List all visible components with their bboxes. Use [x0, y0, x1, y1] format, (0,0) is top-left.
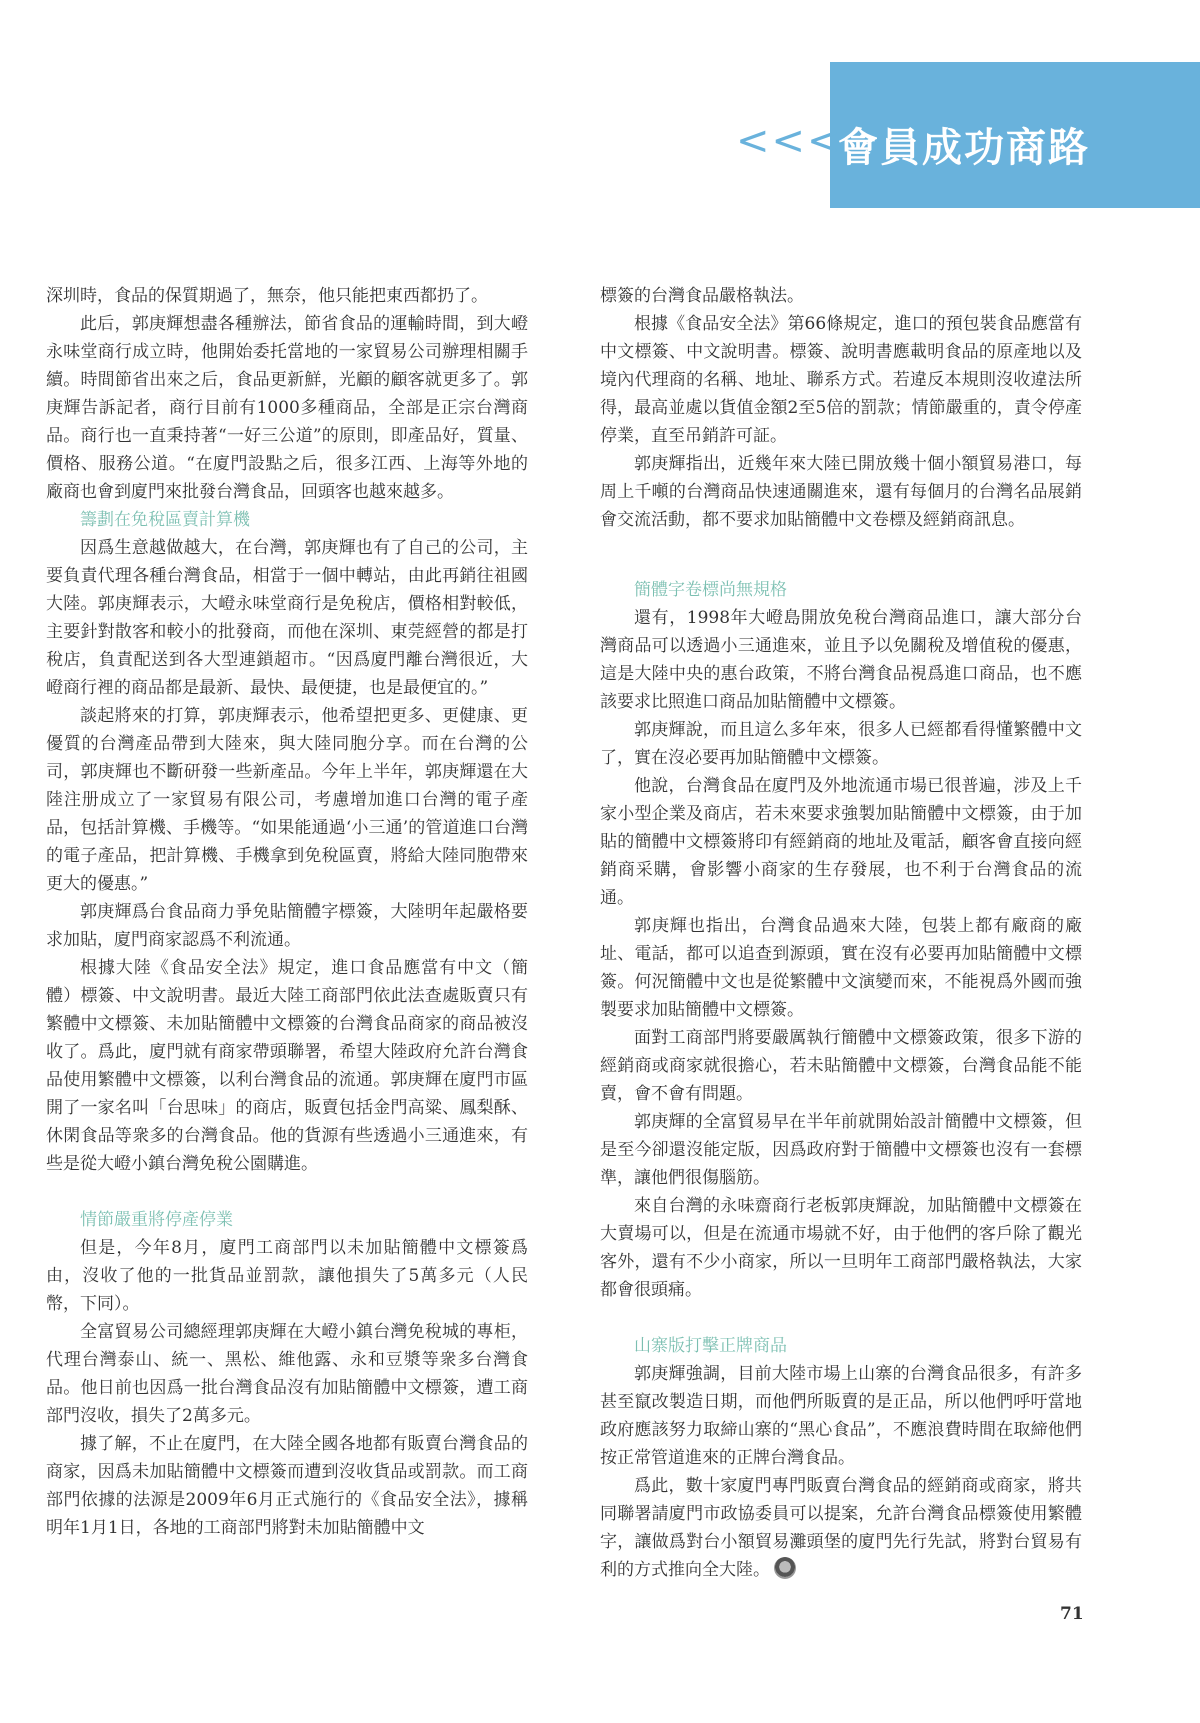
right-column: [600, 282, 1082, 1584]
chevron-arrows-icon: <<<: [736, 118, 843, 164]
paragraph: 談起將來的打算，郭庚輝表示，他希望把更多、更健康、更優質的台灣產品帶到大陸來，與大陸同胞分享。而在台灣的公司，郭庚輝也不斷研發一些新產品。今年上半年，郭庚輝還在大陸注册成立了一家貿易有限公司，考慮增加進口台灣的電子產品，包括計算機、手機等。“如果能通過‘小三通’的管道進口台灣的電子產品，把計算機、手機拿到免稅區賣，將給大陸同胞帶來更大的優惠。”: [46, 706, 528, 894]
paragraph: 郭庚輝也指出，台灣食品過來大陸，包裝上都有廠商的廠址、電話，都可以追查到源頭，實在沒有必要再加貼簡體中文標簽。何況簡體中文也是從繁體中文演變而來，不能視爲外國而強製要求加貼簡體中文標簽。: [600, 916, 1082, 1020]
paragraph: 深圳時，食品的保質期過了，無奈，他只能把東西都扔了。: [46, 286, 488, 306]
paragraph: 郭庚輝強調，目前大陸市場上山寨的台灣食品很多，有許多甚至竄改製造日期，而他們所販賣的是正品，所以他們呼吁當地政府應該努力取締山寨的“黑心食品”，不應浪費時間在取締他們按正常管道進來的正牌台灣食品。: [600, 1364, 1082, 1468]
paragraph: 他說，台灣食品在廈門及外地流通市場已很普遍，涉及上千家小型企業及商店，若未來要求強製加貼簡體中文標簽，由于加貼的簡體中文標簽將印有經銷商的地址及電話，顧客會直接向經銷商采購，會影響小商家的生存發展，也不利于台灣食品的流通。: [600, 776, 1082, 908]
paragraph: 面對工商部門將要嚴厲執行簡體中文標簽政策，很多下游的經銷商或商家就很擔心，若未貼簡體中文標簽，台灣食品能不能賣，會不會有問題。: [600, 1028, 1082, 1104]
paragraph: 郭庚輝的全富貿易早在半年前就開始設計簡體中文標簽，但是至今卻還沒能定版，因爲政府對于簡體中文標簽也沒有一套標準，讓他們很傷腦筋。: [600, 1112, 1082, 1188]
subheading: 山寨版打擊正牌商品: [634, 1336, 787, 1356]
subheading: 簡體字卷標尚無規格: [634, 580, 787, 600]
paragraph-text: 爲此，數十家廈門專門販賣台灣食品的經銷商或商家，將共同聯署請廈門市政協委員可以提案，允許台灣食品標簽使用繁體字，讓做爲對台小額貿易灘頭堡的廈門先行先試，將對台貿易有利的方式推向全大陸。: [600, 1476, 1082, 1580]
paragraph: 全富貿易公司總經理郭庚輝在大嶝小鎮台灣免稅城的專柜，代理台灣泰山、統一、黑松、維他露、永和豆漿等衆多台灣食品。他日前也因爲一批台灣食品沒有加貼簡體中文標簽，遭工商部門沒收，損失了2萬多元。: [46, 1322, 528, 1426]
paragraph: 據了解，不止在廈門，在大陸全國各地都有販賣台灣食品的商家，因爲未加貼簡體中文標簽而遭到沒收貨品或罰款。而工商部門依據的法源是2009年6月正式施行的《食品安全法》，據稱明年1月1日，各地的工商部門將對未加貼簡體中文: [46, 1434, 528, 1538]
paragraph: 郭庚輝指出，近幾年來大陸已開放幾十個小額貿易港口，每周上千噸的台灣商品快速通關進來，還有每個月的台灣名品展銷會交流活動，都不要求加貼簡體中文卷標及經銷商訊息。: [600, 454, 1082, 530]
paragraph: [600, 1472, 1082, 1584]
paragraph: 還有，1998年大嶝島開放免稅台灣商品進口，讓大部分台灣商品可以透過小三通進來，並且予以免關稅及增值稅的優惠，這是大陸中央的惠台政策，不將台灣食品視爲進口商品，也不應該要求比照進口商品加貼簡體中文標簽。: [600, 608, 1082, 712]
paragraph: 但是，今年8月，廈門工商部門以未加貼簡體中文標簽爲由，沒收了他的一批貨品並罰款，讓他損失了5萬多元（人民幣，下同）。: [46, 1238, 528, 1314]
paragraph: 根據大陸《食品安全法》規定，進口食品應當有中文（簡體）標簽、中文說明書。最近大陸工商部門依此法查處販賣只有繁體中文標簽、未加貼簡體中文標簽的台灣食品商家的商品被沒收了。爲此，廈門就有商家帶頭聯署，希望大陸政府允許台灣食品使用繁體中文標簽，以利台灣食品的流通。郭庚輝在廈門市區開了一家名叫「台思味」的商店，販賣包括金門高粱、鳳梨酥、休閑食品等衆多的台灣食品。他的貨源有些透過小三通進來，有些是從大嶝小鎮台灣免稅公園購進。: [46, 958, 528, 1174]
paragraph: 標簽的台灣食品嚴格執法。: [600, 286, 804, 306]
paragraph: 郭庚輝爲台食品商力爭免貼簡體字標簽，大陸明年起嚴格要求加貼，廈門商家認爲不利流通。: [46, 902, 528, 950]
section-title: 會員成功商路: [838, 124, 1090, 171]
subheading: 籌劃在免稅區賣計算機: [80, 510, 250, 530]
left-column: [46, 282, 528, 1542]
subheading: 情節嚴重將停產停業: [80, 1210, 233, 1230]
paragraph: 根據《食品安全法》第66條規定，進口的預包裝食品應當有中文標簽、中文說明書。標簽、說明書應載明食品的原產地以及境內代理商的名稱、地址、聯系方式。若違反本規則沒收違法所得，最高並處以貨值金額2至5倍的罰款；情節嚴重的，責令停產停業，直至吊銷許可証。: [600, 314, 1082, 446]
paragraph: 因爲生意越做越大，在台灣，郭庚輝也有了自己的公司，主要負責代理各種台灣食品，相當于一個中轉站，由此再銷往祖國大陸。郭庚輝表示，大嶝永味堂商行是免稅店，價格相對較低，主要針對散客和較小的批發商，而他在深圳、東莞經營的都是打稅店，負責配送到各大型連鎖超市。“因爲廈門離台灣很近，大嶝商行裡的商品都是最新、最快、最便捷，也是最便宜的。”: [46, 538, 528, 698]
paragraph: 來自台灣的永味齋商行老板郭庚輝說，加貼簡體中文標簽在大賣場可以，但是在流通市場就不好，由于他們的客戶除了觀光客外，還有不少小商家，所以一旦明年工商部門嚴格執法，大家都會很頭痛。: [600, 1196, 1082, 1300]
end-mark-icon: [774, 1557, 796, 1579]
paragraph: 郭庚輝說，而且這么多年來，很多人已經都看得懂繁體中文了，實在沒必要再加貼簡體中文標簽。: [600, 720, 1082, 768]
paragraph: 此后，郭庚輝想盡各種辦法，節省食品的運輸時間，到大嶝永味堂商行成立時，他開始委托當地的一家貿易公司辦理相關手續。時間節省出來之后，食品更新鮮，光顧的顧客就更多了。郭庚輝告訴記者，商行目前有1000多種商品，全部是正宗台灣商品。商行也一直秉持著“一好三公道”的原則，即產品好，質量、價格、服務公道。“在廈門設點之后，很多江西、上海等外地的廠商也會到廈門來批發台灣食品，回頭客也越來越多。: [46, 314, 528, 502]
page-number: 71: [1060, 1604, 1084, 1624]
